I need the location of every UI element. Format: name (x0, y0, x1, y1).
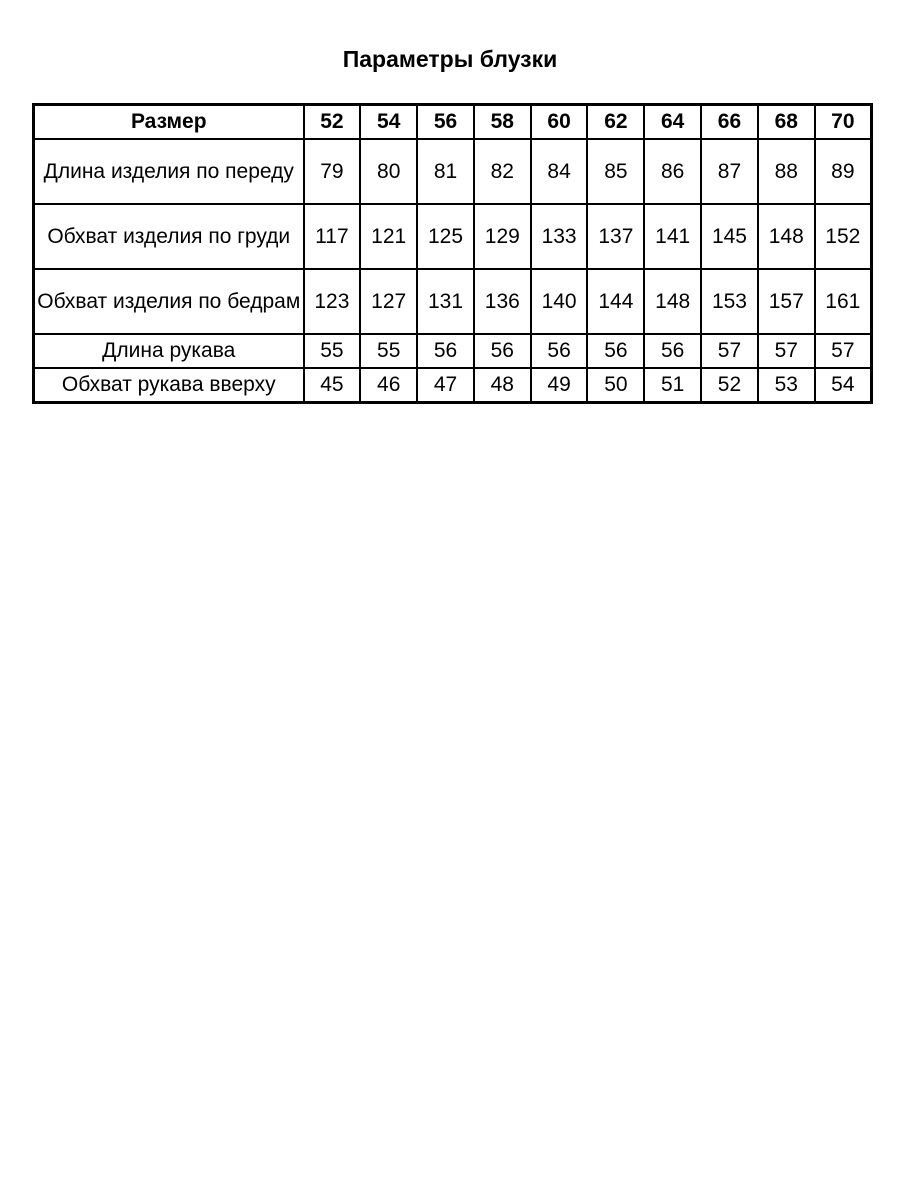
value-cell: 54 (815, 368, 872, 403)
header-size-cell: 54 (360, 105, 417, 140)
value-cell: 84 (531, 139, 588, 204)
value-cell: 57 (701, 334, 758, 368)
header-label-cell: Размер (34, 105, 304, 140)
value-cell: 157 (758, 269, 815, 334)
value-cell: 47 (417, 368, 474, 403)
value-cell: 86 (644, 139, 701, 204)
row-label-cell: Обхват изделия по бедрам (34, 269, 304, 334)
row-label-cell: Обхват рукава вверху (34, 368, 304, 403)
table-header-row (34, 105, 872, 140)
table-row (34, 334, 872, 368)
value-cell: 50 (587, 368, 644, 403)
header-size-cell: 58 (474, 105, 531, 140)
table-row (34, 368, 872, 403)
header-size-cell: 56 (417, 105, 474, 140)
value-cell: 125 (417, 204, 474, 269)
value-cell: 57 (815, 334, 872, 368)
value-cell: 56 (531, 334, 588, 368)
table-row (34, 139, 872, 204)
value-cell: 127 (360, 269, 417, 334)
value-cell: 121 (360, 204, 417, 269)
value-cell: 129 (474, 204, 531, 269)
value-cell: 140 (531, 269, 588, 334)
value-cell: 55 (304, 334, 361, 368)
table-row (34, 269, 872, 334)
value-cell: 136 (474, 269, 531, 334)
value-cell: 56 (587, 334, 644, 368)
value-cell: 82 (474, 139, 531, 204)
size-table (32, 103, 873, 404)
value-cell: 55 (360, 334, 417, 368)
header-size-cell: 64 (644, 105, 701, 140)
value-cell: 79 (304, 139, 361, 204)
value-cell: 144 (587, 269, 644, 334)
value-cell: 141 (644, 204, 701, 269)
value-cell: 153 (701, 269, 758, 334)
value-cell: 148 (644, 269, 701, 334)
value-cell: 89 (815, 139, 872, 204)
value-cell: 46 (360, 368, 417, 403)
value-cell: 133 (531, 204, 588, 269)
header-size-cell: 70 (815, 105, 872, 140)
value-cell: 56 (417, 334, 474, 368)
value-cell: 87 (701, 139, 758, 204)
value-cell: 85 (587, 139, 644, 204)
value-cell: 131 (417, 269, 474, 334)
value-cell: 161 (815, 269, 872, 334)
value-cell: 49 (531, 368, 588, 403)
header-size-cell: 68 (758, 105, 815, 140)
value-cell: 123 (304, 269, 361, 334)
value-cell: 81 (417, 139, 474, 204)
row-label-cell: Длина рукава (34, 334, 304, 368)
header-size-cell: 66 (701, 105, 758, 140)
value-cell: 148 (758, 204, 815, 269)
value-cell: 117 (304, 204, 361, 269)
value-cell: 56 (644, 334, 701, 368)
value-cell: 88 (758, 139, 815, 204)
value-cell: 56 (474, 334, 531, 368)
value-cell: 45 (304, 368, 361, 403)
value-cell: 52 (701, 368, 758, 403)
header-size-cell: 60 (531, 105, 588, 140)
header-size-cell: 52 (304, 105, 361, 140)
value-cell: 137 (587, 204, 644, 269)
value-cell: 51 (644, 368, 701, 403)
table-row (34, 204, 872, 269)
row-label-cell: Длина изделия по переду (34, 139, 304, 204)
header-size-cell: 62 (587, 105, 644, 140)
row-label-cell: Обхват изделия по груди (34, 204, 304, 269)
value-cell: 80 (360, 139, 417, 204)
value-cell: 152 (815, 204, 872, 269)
page-title: Параметры блузки (342, 46, 558, 72)
value-cell: 48 (474, 368, 531, 403)
value-cell: 53 (758, 368, 815, 403)
value-cell: 57 (758, 334, 815, 368)
value-cell: 145 (701, 204, 758, 269)
